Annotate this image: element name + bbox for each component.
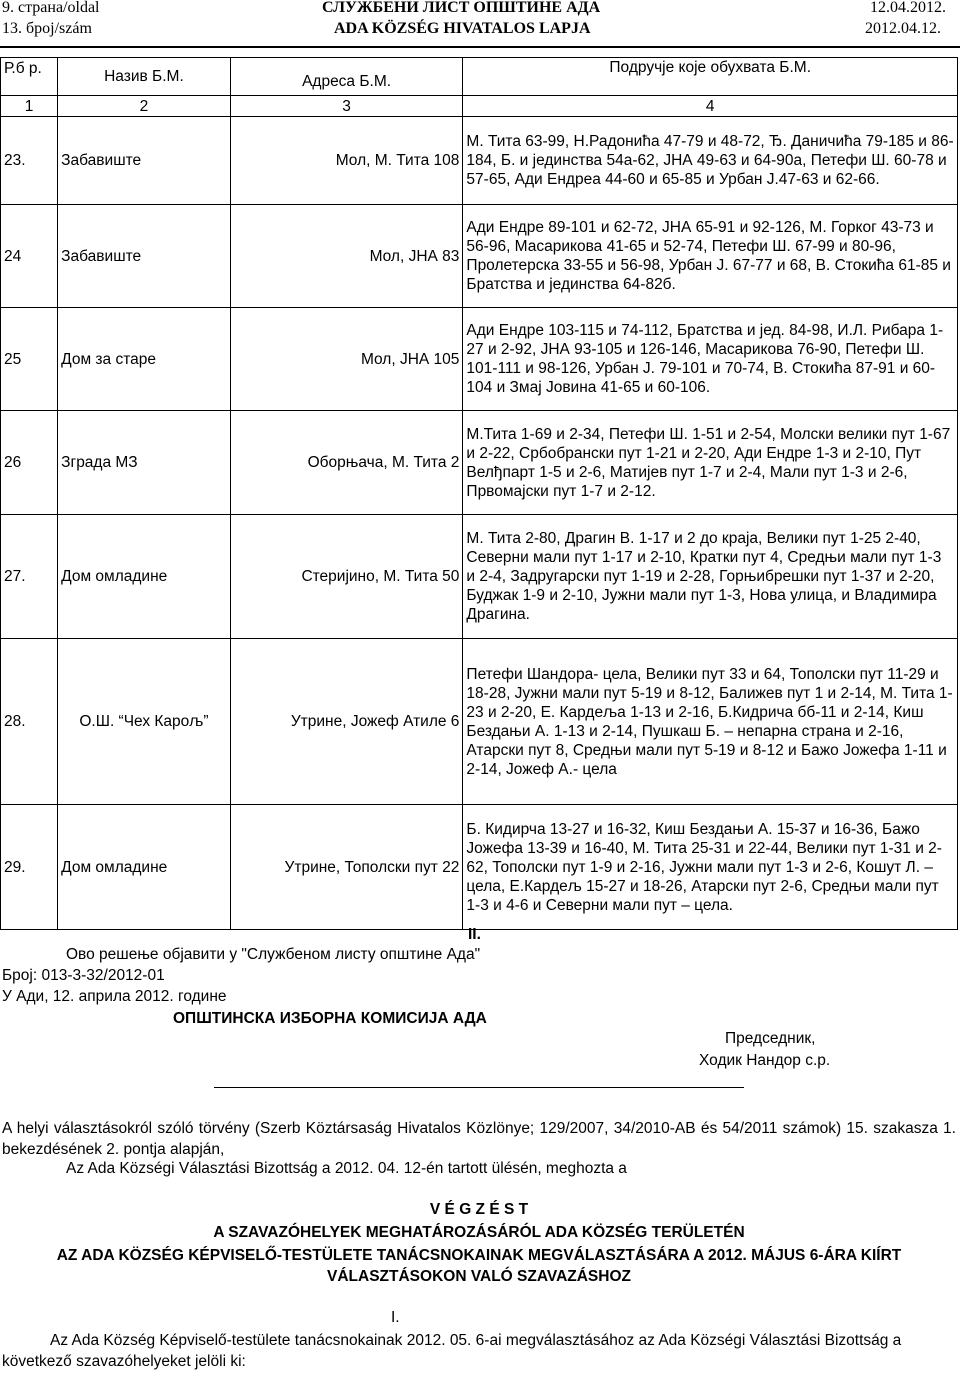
place-date: У Ади, 12. априла 2012. године [2,988,227,1005]
issue-number-label: 13. број/szám [2,20,92,37]
gazette-title-sr: СЛУЖБЕНИ ЛИСТ ОПШТИНЕ АДА [322,0,601,16]
row-number: 26 [1,411,58,515]
hungarian-intro-2: Az Ada Községi Választási Bizottság a 2012. 04. 12-én tartott ülésén, meghozta a [66,1160,627,1177]
header-name: Назив Б.М. [58,58,231,96]
header-address: Адреса Б.М. [230,58,463,96]
station-name: Дом омладине [58,805,231,930]
president-name: Ходик Нандор с.р. [699,1052,831,1069]
table-row [1,205,958,308]
polling-stations-table [0,57,958,930]
station-area: М.Тита 1-69 и 2-34, Петефи Ш. 1-51 и 2-54, Молски велики пут 1-67 и 2-22, Србобрански пут 1-21 и 2-20, Ади Ендре 1-3 и 2-10, Пут Велђпарт 1-5 и 2-6, Матијев пут 1-7 и 2-4, Мали пут 1-3 и 2-6, Првомајски пут 1-7 и 2-12. [463,411,958,515]
station-address: Мол, М. Тита 108 [230,117,463,205]
station-area: Ади Ендре 103-115 и 74-112, Братства и јед. 84-98, И.Л. Рибара 1-27 и 2-92, ЈНА 93-105 и 126-146, Масарикова 76-90, Петефи Ш. 101-111 и 98-126, Урбан Ј. 79-101 и 70-74, В. Стокића 87-91 и 60-104 и Змај Јовина 41-65 и 60-106. [463,308,958,411]
station-address: Мол, ЈНА 105 [230,308,463,411]
decision-subtitle-1: A SZAVAZÓHELYEK MEGHATÁROZÁSÁRÓL ADA KÖZSÉG TERÜLETÉN [213,1224,745,1241]
row-number: 25 [1,308,58,411]
table-header-row [1,58,958,96]
section-numeral-ii: II. [468,926,481,943]
date-hu: 2012.04.12. [865,20,941,37]
col-number-3: 3 [230,96,463,117]
page-header [0,0,960,46]
station-area: Б. Кидирча 13-27 и 16-32, Киш Бездањи А. 15-37 и 16-36, Бажо Јожефа 13-39 и 16-40, М. Тита 25-31 и 22-44, Велики пут 1-31 и 2-62, Тополски пут 1-9 и 2-16, Јужни мали пут 1-3 и 2-6, Кошут Л. – цела, Е.Кардељ 15-27 и 18-26, Атарски пут 2-6, Средњи мали пут 1-3 и 4-6 и Северни мали пут – цела. [463,805,958,930]
commission-name: ОПШТИНСКА ИЗБОРНА КОМИСИЈА АДА [173,1010,487,1027]
decision-title: V É G Z É S T [429,1201,529,1218]
station-name: Дом омладине [58,515,231,639]
station-address: Оборњача, М. Тита 2 [230,411,463,515]
hungarian-intro: A helyi választásokról szóló törvény (Szerb Köztársaság Hivatalos Közlönye; 129/2007, 34/2010-AB és 54/2011 számok) 15. szakasza 1. bekezdésének 2. pontja alapján, [2,1120,956,1158]
header-area: Подручје које обухвата Б.М. [463,58,958,96]
station-area: Петефи Шандора- цела, Велики пут 33 и 64, Тополски пут 11-29 и 18-28, Јужни мали пут 5-19 и 8-12, Балижев пут 1 и 2-14, М. Тита 1-23 и 2-20, Е. Кардеља 1-13 и 2-16, Б.Кидрича бб-11 и 2-14, Киш Бездањи А. 1-13 и 2-14, Пушкаш Б. – непарна страна и 2-16, Атарски пут 8, Средњи мали пут 5-19 и 8-12 и Бажо Јожефа 1-11 и 2-14, Јожеф А.- цела [463,639,958,805]
station-name: О.Ш. “Чех Карољ” [58,639,231,805]
section-separator [214,1087,744,1088]
col-number-2: 2 [58,96,231,117]
station-area: М. Тита 63-99, Н.Радонића 47-79 и 48-72, Ђ. Даничића 79-185 и 86-184, Б. и јединства 54а-62, ЈНА 49-63 и 64-90а, Петефи Ш. 60-78 и 57-65, Ади Ендреа 44-60 и 65-85 и Урбан Ј.47-63 и 62-66. [463,117,958,205]
station-address: Утрине, Јожеф Атиле 6 [230,639,463,805]
section-numeral-i: I. [391,1309,400,1326]
table-row [1,308,958,411]
station-area: Ади Ендре 89-101 и 62-72, ЈНА 65-91 и 92-126, М. Горког 43-73 и 56-96, Масарикова 41-65 и 52-74, Петефи Ш. 67-99 и 80-96, Пролетерска 33-55 и 56-98, Урбан Ј. 67-77 и 68, В. Стокића 61-85 и Братства и јединства 64-82б. [463,205,958,308]
row-number: 23. [1,117,58,205]
table-row [1,639,958,805]
station-address: Утрине, Тополски пут 22 [230,805,463,930]
header-divider [0,46,960,48]
row-number: 29. [1,805,58,930]
table-row [1,515,958,639]
station-address: Стеријино, М. Тита 50 [230,515,463,639]
station-name: Забавиште [58,205,231,308]
col-number-4: 4 [463,96,958,117]
row-number: 24 [1,205,58,308]
row-number: 27. [1,515,58,639]
table-row [1,805,958,930]
column-number-row [1,96,958,117]
date-sr: 12.04.2012. [870,0,946,16]
table-row [1,411,958,515]
station-name: Забавиште [58,117,231,205]
station-name: Дом за старе [58,308,231,411]
station-address: Мол, ЈНА 83 [230,205,463,308]
header-num-text: Р.б р. [4,60,42,77]
row-number: 28. [1,639,58,805]
president-title: Председник, [725,1030,816,1047]
table-row [1,117,958,205]
col-number-1: 1 [1,96,58,117]
page-number-label: 9. страна/oldal [2,0,100,16]
decision-subtitle-2: AZ ADA KÖZSÉG KÉPVISELŐ-TESTÜLETE TANÁCSNOKAINAK MEGVÁLASZTÁSÁRA A 2012. MÁJUS 6-ÁRA KIÍRT VÁLASZTÁSOKON VALÓ SZAVAZÁSHOZ [56,1247,902,1285]
header-num [1,58,58,96]
station-area: М. Тита 2-80, Драгин В. 1-17 и 2 до краја, Велики пут 1-25 2-40, Северни мали пут 1-17 и 2-10, Кратки пут 4, Средњи мали пут 1-3 и 2-4, Задругарски пут 1-19 и 2-28, Горњибрешки пут 1-37 и 2-20, Буджак 1-9 и 2-10, Јужни мали пут 1-3, Нова улица, и Владимира Драгина. [463,515,958,639]
station-name: Зграда МЗ [58,411,231,515]
hungarian-body: Az Ada Község Képviselő-testülete tanácsnokainak 2012. 05. 6-ai megválasztásához az Ada Községi Választási Bizottság a következő szavazóhelyeket jelöli ki: [2,1332,902,1370]
gazette-title-hu: ADA KÖZSÉG HIVATALOS LAPJA [334,20,591,37]
publication-note: Ово решење објавити у "Службеном листу општине Ада" [66,946,481,963]
document-number: Број: 013-3-32/2012-01 [2,967,165,984]
